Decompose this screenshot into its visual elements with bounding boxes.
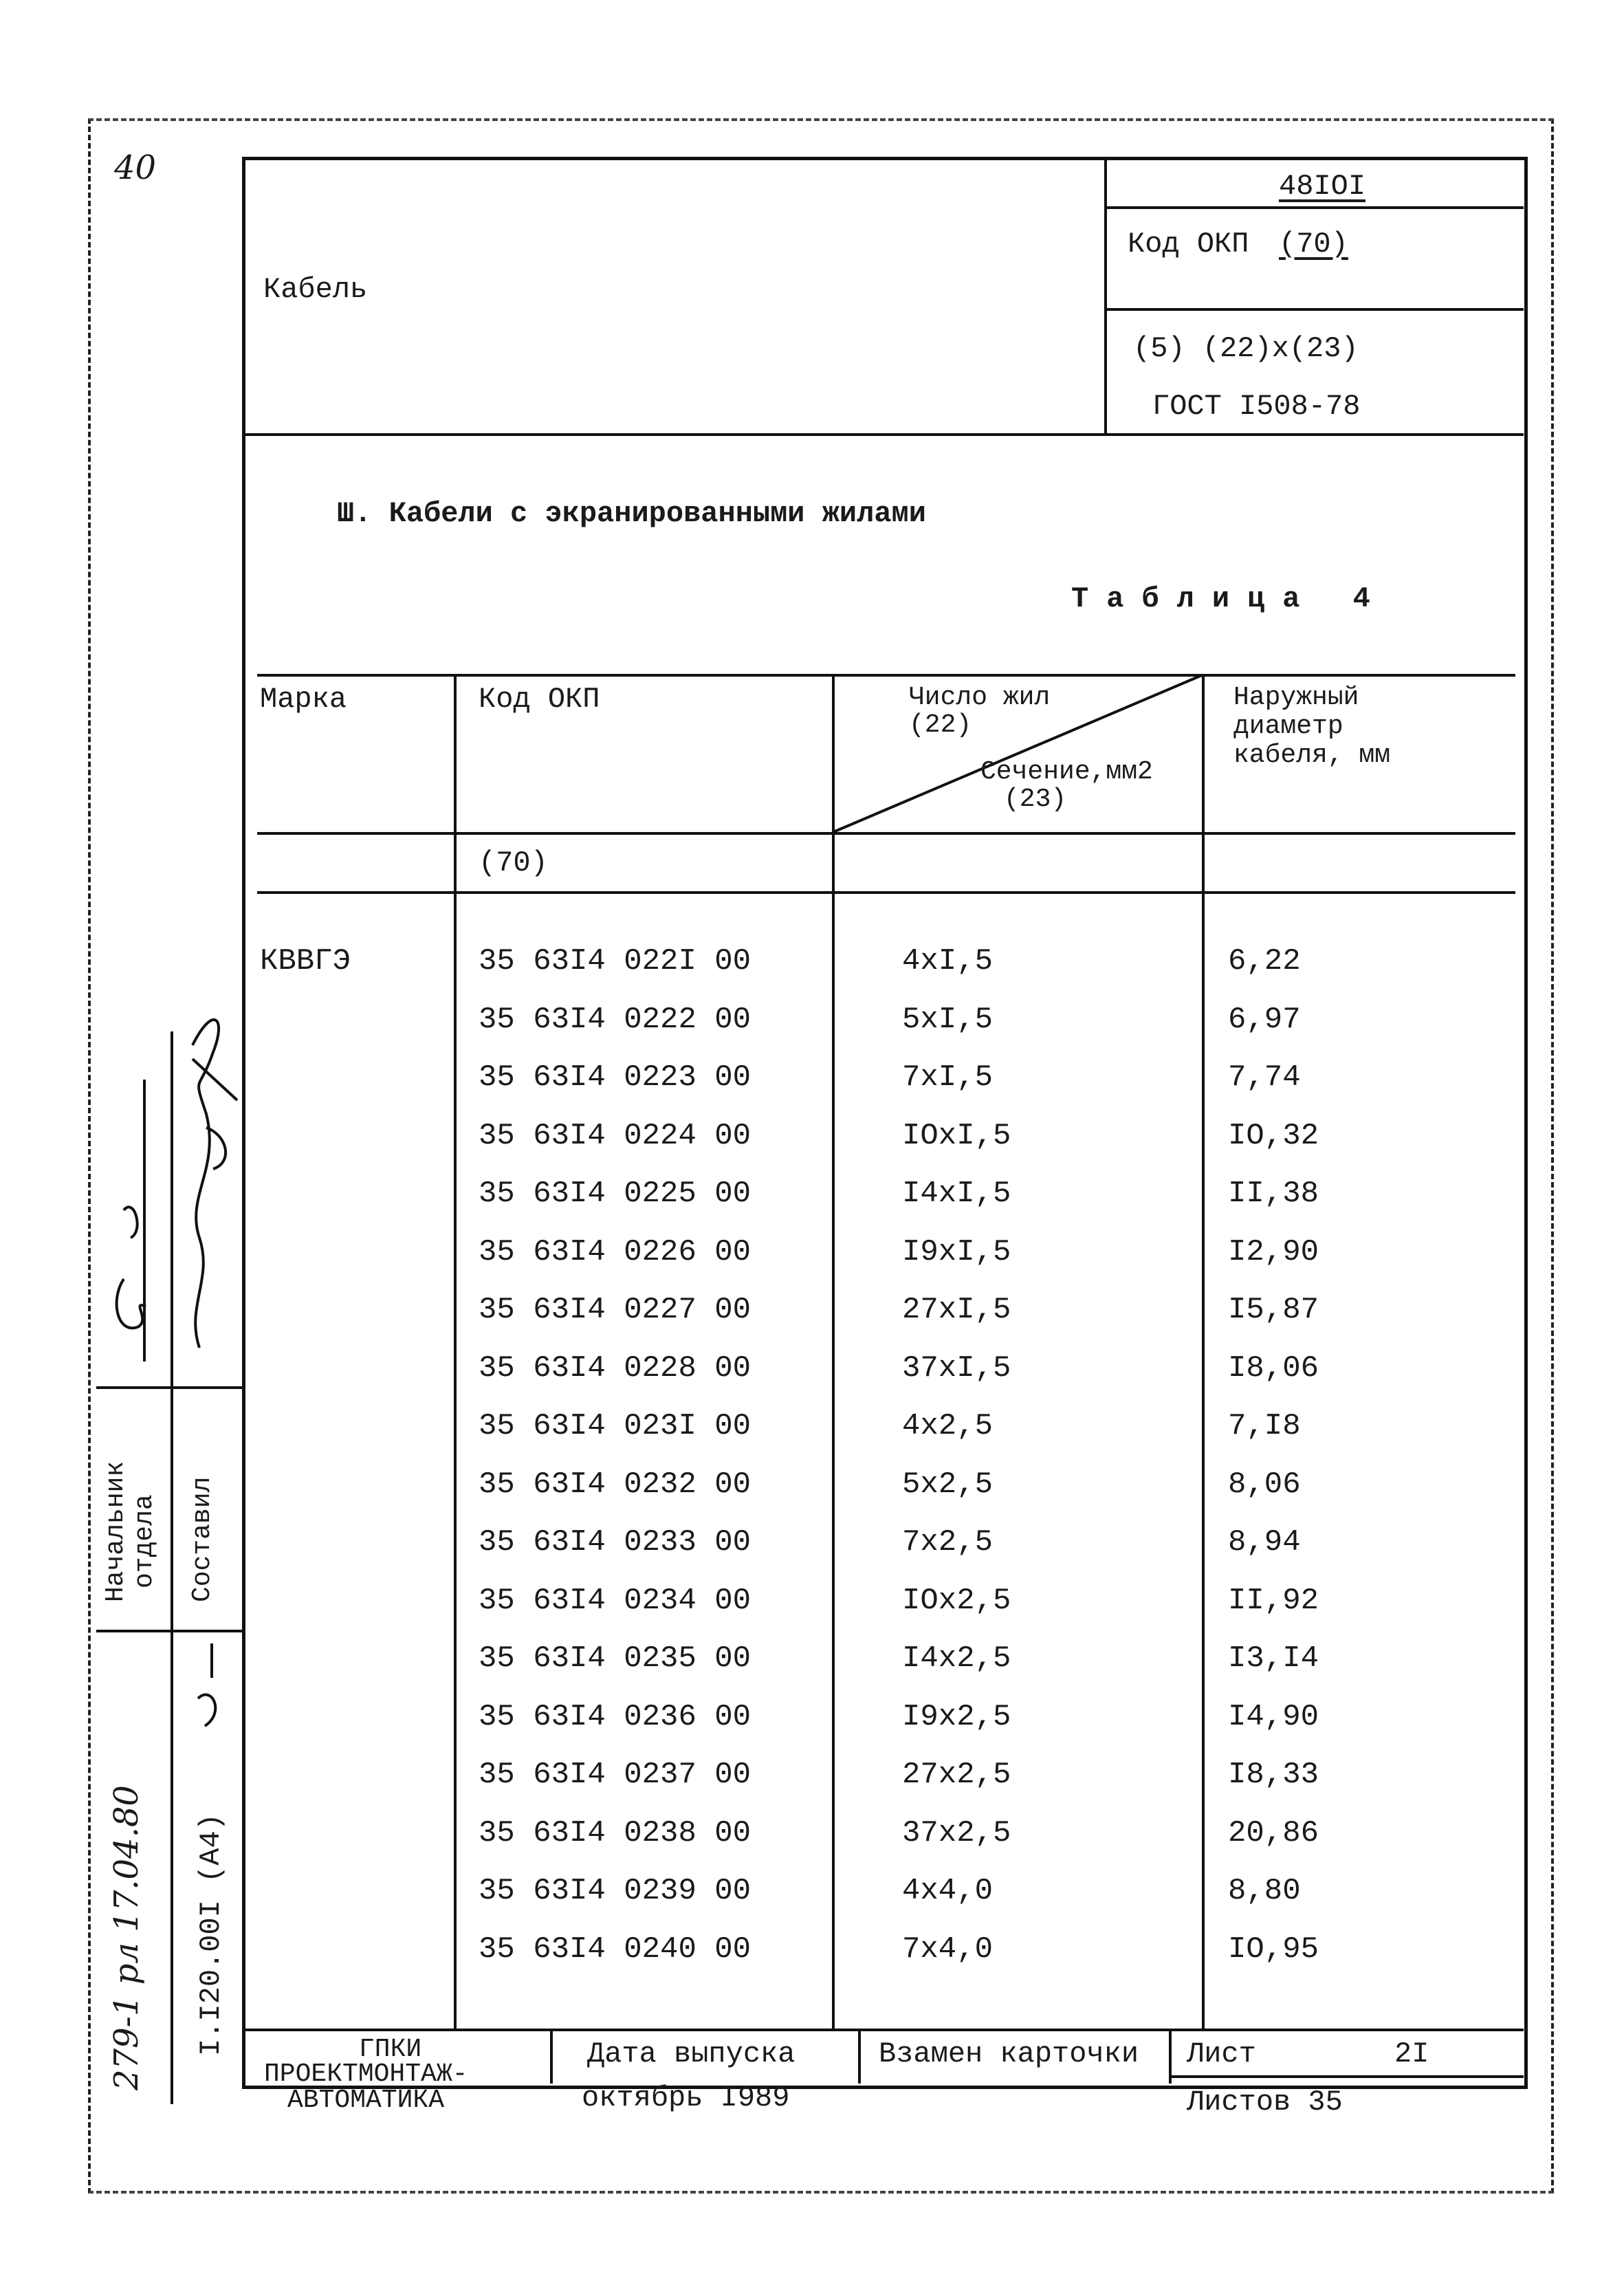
table-cell-okp-code: 35 63I4 0239 00 [479,1874,751,1908]
table-label: Таблица 4 [1071,582,1388,615]
footer-release-value: октябрь I989 [582,2081,790,2114]
sidebar-format-code: I.I20.00I (А4) [195,1813,228,2056]
table-cell-outer-diameter: 7,74 [1228,1060,1301,1095]
table-col-divider-3 [1202,674,1205,2029]
table-cell-cores-section: I9х2,5 [902,1700,1011,1734]
table-cell-okp-code: 35 63I4 0233 00 [479,1525,751,1560]
table-cell-okp-code: 35 63I4 0223 00 [479,1060,751,1095]
col-header-diameter-l1: Наружный [1233,683,1359,712]
table-cell-cores-section: 7х2,5 [902,1525,994,1560]
footer-sheet-value: 2I [1394,2037,1429,2070]
header-standard: ГОСТ I508-78 [1152,390,1361,423]
col-header-section: Сечение,мм2 [980,757,1153,787]
table-cell-okp-code: 35 63I4 023I 00 [479,1409,751,1443]
col-header-cores: Число жил [909,683,1051,712]
table-cell-outer-diameter: II,38 [1228,1177,1319,1211]
table-cell-outer-diameter: 20,86 [1228,1816,1319,1850]
table-cell-okp-code: 35 63I4 0240 00 [479,1932,751,1967]
table-cell-outer-diameter: 8,06 [1228,1467,1301,1502]
table-cell-okp-code: 35 63I4 0225 00 [479,1177,751,1211]
col-header-section-num: (23) [1004,785,1067,814]
table-cell-cores-section: 27хI,5 [902,1293,1011,1327]
footer-sheets-total: Листов 35 [1187,2086,1343,2119]
header-code: 48IOI [1279,170,1366,203]
table-cell-cores-section: 7хI,5 [902,1060,994,1095]
section-title: Ш. Кабели с экранированными жилами [337,497,926,530]
table-cell-cores-section: 4х4,0 [902,1874,994,1908]
composer-signature [172,990,248,1375]
table-cell-outer-diameter: 8,94 [1228,1525,1301,1560]
table-cell-okp-code: 35 63I4 0232 00 [479,1467,751,1502]
table-cell-cores-section: I9хI,5 [902,1235,1011,1269]
table-col-divider-1 [454,674,457,2029]
date-initials-mark [184,1637,239,1740]
header-divider [1104,157,1107,433]
col-header-okp: Код ОКП [479,683,600,716]
table-cell-cores-section: 37х2,5 [902,1816,1011,1850]
table-cell-outer-diameter: II,92 [1228,1584,1319,1618]
table-cell-okp-code: 35 63I4 0237 00 [479,1758,751,1792]
footer-release-label: Дата выпуска [587,2037,795,2070]
table-cell-outer-diameter: I8,33 [1228,1758,1319,1792]
header-okp-label: Код ОКП [1128,228,1249,261]
sidebar-doc-code: 279-1 рл 17.04.80 [107,1785,146,2090]
form-frame [242,157,1528,2089]
table-cell-cores-section: I4х2,5 [902,1641,1011,1676]
okp-subheader: (70) [479,846,548,879]
table-cell-cores-section: 27х2,5 [902,1758,1011,1792]
table-subheader-line [257,891,1515,894]
table-cell-outer-diameter: 6,22 [1228,944,1301,979]
col-header-cores-num: (22) [909,710,972,740]
table-cell-cores-section: 5хI,5 [902,1003,994,1037]
sidebar-head-label-l2: отдела [130,1494,160,1588]
table-cell-okp-code: 35 63I4 0224 00 [479,1119,751,1153]
header-bottom-line [242,433,1524,436]
table-cell-outer-diameter: IO,95 [1228,1932,1319,1967]
col-header-brand: Марка [260,683,347,716]
table-cell-outer-diameter: I4,90 [1228,1700,1319,1734]
table-cell-cores-section: 5х2,5 [902,1467,994,1502]
table-cell-cores-section: 4хI,5 [902,944,994,979]
head-signature [103,1073,165,1375]
sidebar-line-2 [96,1630,242,1632]
col-header-diameter-l3: кабеля, мм [1233,741,1391,770]
table-cell-okp-code: 35 63I4 0236 00 [479,1700,751,1734]
sidebar-line-1 [96,1386,242,1389]
table-cell-okp-code: 35 63I4 0222 00 [479,1003,751,1037]
table-cell-cores-section: I4хI,5 [902,1177,1011,1211]
footer-sheet-line [1169,2075,1524,2078]
table-cell-okp-code: 35 63I4 0226 00 [479,1235,751,1269]
table-cell-outer-diameter: I8,06 [1228,1351,1319,1386]
header-title: Кабель [263,273,368,306]
sidebar-composed-label: Составил [188,1476,217,1602]
header-line-2 [1104,308,1524,311]
brand-value: КВВГЭ [260,944,351,979]
table-cell-okp-code: 35 63I4 0228 00 [479,1351,751,1386]
table-cell-cores-section: IOх2,5 [902,1584,1011,1618]
footer-org-l1: ГПКИ [359,2035,422,2064]
header-line-1 [1104,206,1524,209]
header-formula: (5) (22)х(23) [1133,332,1359,365]
table-cell-cores-section: 37хI,5 [902,1351,1011,1386]
footer-divider-2 [858,2029,861,2084]
table-cell-outer-diameter: I3,I4 [1228,1641,1319,1676]
footer-top-line [242,2029,1524,2031]
table-cell-okp-code: 35 63I4 0238 00 [479,1816,751,1850]
table-cell-okp-code: 35 63I4 022I 00 [479,944,751,979]
table-cell-outer-diameter: IO,32 [1228,1119,1319,1153]
footer-org-l3: АВТОМАТИКА [287,2086,445,2115]
footer-replaces-label: Взамен карточки [879,2037,1139,2070]
table-cell-okp-code: 35 63I4 0234 00 [479,1584,751,1618]
footer-org-l2: ПРОЕКТМОНТАЖ- [264,2059,468,2089]
table-cell-okp-code: 35 63I4 0235 00 [479,1641,751,1676]
table-cell-outer-diameter: 7,I8 [1228,1409,1301,1443]
header-okp-value: (70) [1279,228,1348,261]
table-cell-okp-code: 35 63I4 0227 00 [479,1293,751,1327]
table-cell-outer-diameter: I2,90 [1228,1235,1319,1269]
table-col-divider-2 [832,674,835,2029]
table-cell-outer-diameter: 8,80 [1228,1874,1301,1908]
table-cell-outer-diameter: I5,87 [1228,1293,1319,1327]
footer-sheet-label: Лист [1187,2037,1256,2070]
table-cell-cores-section: 7х4,0 [902,1932,994,1967]
col-header-diameter-l2: диаметр [1233,712,1343,741]
table-cell-cores-section: 4х2,5 [902,1409,994,1443]
corner-page-number: 40 [114,149,157,187]
footer-divider-1 [550,2029,553,2084]
sidebar-head-label-l1: Начальник [101,1461,131,1602]
table-cell-outer-diameter: 6,97 [1228,1003,1301,1037]
table-cell-cores-section: IOхI,5 [902,1119,1011,1153]
